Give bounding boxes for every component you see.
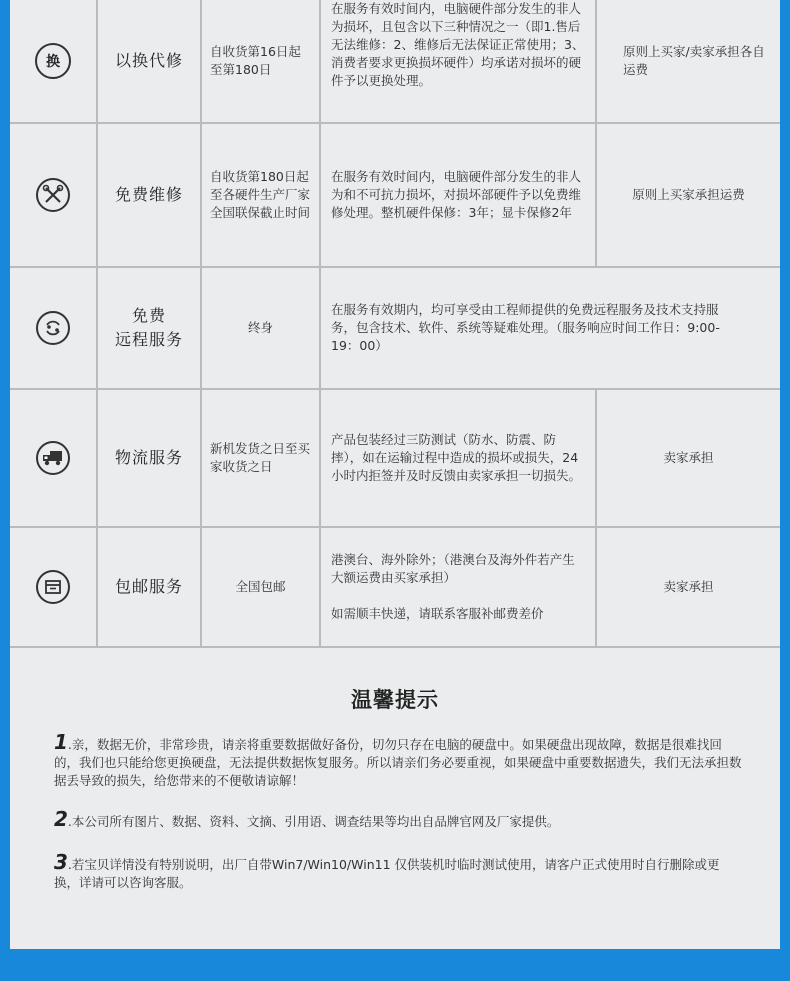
service-desc: 在服务有效时间内，电脑硬件部分发生的非人为和不可抗力损坏，对损坏部硬件予以免费维修处理。整机硬件保修：3年；显卡保修2年 <box>321 124 597 266</box>
tip-number: 1 <box>54 730 68 754</box>
service-fee: 卖家承担 <box>663 579 714 594</box>
tip-number: 3 <box>54 850 68 874</box>
exchange-icon <box>35 43 71 79</box>
icon-cell <box>10 528 98 646</box>
tip-item-1 <box>54 730 744 790</box>
service-fee: 卖家承担 <box>663 450 714 465</box>
service-name: 免费维修 <box>98 124 202 266</box>
service-desc-line2: 如需顺丰快递，请联系客服补邮费差价 <box>331 606 544 621</box>
tips-title: 温馨提示 <box>351 688 439 712</box>
tip-item-3 <box>54 850 744 892</box>
service-desc-line1: 港澳台、海外除外；（港澳台及海外件若产生大额运费由买家承担） <box>331 552 575 585</box>
service-time: 新机发货之日至买家收货之日 <box>202 390 321 526</box>
service-time: 全国包邮 <box>202 528 321 646</box>
service-desc: 在服务有效时间内，电脑硬件部分发生的非人为损坏，且包含以下三种情况之一（即1.售后无法维修：2、维修后无法保证正常使用；3、消费者要求更换损坏硬件）均承诺对损坏的硬件予以更换处理。 <box>321 0 597 122</box>
tip-item-2 <box>54 807 744 831</box>
table-row-shipping <box>10 528 780 648</box>
service-name-line1: 免费 <box>131 306 166 325</box>
tip-text: .亲，数据无价，非常珍贵，请亲将重要数据做好备份，切勿只存在电脑的硬盘中。如果硬盘出现故障，数据是很难找回的，我们也只能给您更换硬盘，无法提供数据恢复服务。所以请亲们务必要重视，如果硬盘中重要数据遗失，我们无法承担数据丢导致的损失，给您带来的不便敬请谅解！ <box>54 737 742 788</box>
service-name: 以换代修 <box>98 0 202 122</box>
service-desc <box>321 528 597 646</box>
table-row-exchange <box>10 0 780 124</box>
service-time: 自收货第180日起至各硬件生产厂家全国联保截止时间 <box>202 124 321 266</box>
icon-cell <box>10 0 98 122</box>
table-row-logistics <box>10 390 780 528</box>
icon-cell <box>10 124 98 266</box>
icon-cell <box>10 268 98 388</box>
service-fee: 原则上买家/卖家承担各自运费 <box>623 44 765 77</box>
tip-text: .本公司所有图片、数据、资料、文摘、引用语、调查结果等均出自品牌官网及厂家提供。 <box>67 814 560 829</box>
package-icon <box>36 570 70 604</box>
service-desc: 产品包装经过三防测试（防水、防震、防摔），如在运输过程中造成的损坏或损失，24小时内拒签并及时反馈由卖家承担一切损失。 <box>321 390 597 526</box>
service-time: 自收货第16日起至第180日 <box>202 0 321 122</box>
remote-service-icon <box>36 311 70 345</box>
service-name: 包邮服务 <box>98 528 202 646</box>
table-row-remote <box>10 268 780 390</box>
content-panel <box>10 0 780 949</box>
tip-text: .若宝贝详情没有特别说明，出厂自带Win7/Win10/Win11 仅供装机时临时测试使用，请客户正式使用时自行删除或更换，详请可以咨询客服。 <box>54 857 720 890</box>
service-name <box>98 268 202 388</box>
tip-number: 2 <box>54 807 68 831</box>
delivery-truck-icon <box>36 441 70 475</box>
service-name: 物流服务 <box>98 390 202 526</box>
service-time: 终身 <box>202 268 321 388</box>
service-name-line2: 远程服务 <box>114 330 183 349</box>
exchange-icon-glyph: 换 <box>46 54 60 70</box>
service-fee: 原则上买家承担运费 <box>632 187 745 202</box>
service-desc: 在服务有效期内，均可享受由工程师提供的免费远程服务及技术支持服务，包含技术、软件、系统等疑难处理。（服务响应时间工作日：9:00-19：00） <box>331 302 720 353</box>
table-row-repair <box>10 124 780 268</box>
icon-cell <box>10 390 98 526</box>
tools-icon <box>36 178 70 212</box>
